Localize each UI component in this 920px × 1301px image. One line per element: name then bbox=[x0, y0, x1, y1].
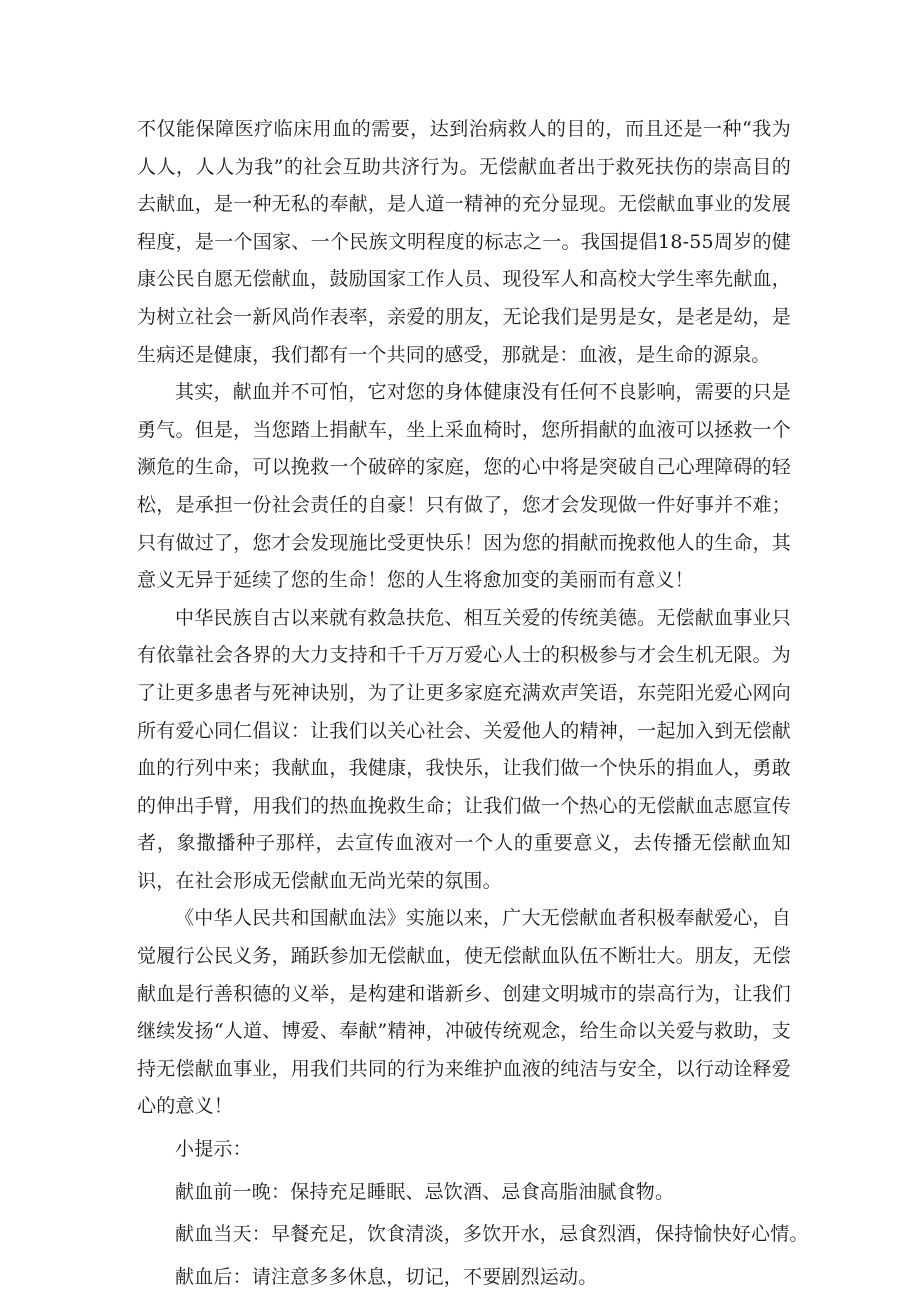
tip-before-donation: 献血前一晚：保持充足睡眠、忌饮酒、忌食高脂油腻食物。 bbox=[175, 1180, 675, 1203]
tip-donation-day: 献血当天：早餐充足，饮食清淡，多饮开水，忌食烈酒，保持愉快好心情。 bbox=[175, 1223, 809, 1246]
paragraph-initiative: 中华民族自古以来就有救急扶危、相互关爱的传统美德。无偿献血事业只有依靠社会各界的大力支持和千千万万爱心人士的积极参与才会生机无限。为了让更多患者与死神诀别，为了让更多家庭充满欢声笑语，东莞阳光爱心网向所有爱心同仁倡议：让我们以关心社会、关爱他人的精神，一起加入到无偿献血的行列中来；我献血，我健康，我快乐，让我们做一个快乐的捐血人，勇敢的伸出手臂，用我们的热血挽救生命；让我们做一个热心的无偿献血志愿宣传者，象撒播种子那样，去宣传血液对一个人的重要意义，去传播无偿献血知识，在社会形成无偿献血无尚光荣的氛围。 bbox=[137, 606, 791, 892]
document-body bbox=[137, 111, 809, 1296]
paragraph-blood-donation-law: 《中华人民共和国献血法》实施以来，广大无偿献血者积极奉献爱心，自觉履行公民义务，踊跃参加无偿献血，使无偿献血队伍不断壮大。朋友，无偿献血是行善积德的义举，是构建和谐新乡、创建文明城市的崇高行为，让我们继续发扬“人道、博爱、奉献”精神，冲破传统观念，给生命以关爱与救助，支持无偿献血事业，用我们共同的行为来维护血液的纯洁与安全，以行动诠释爱心的意义！ bbox=[137, 907, 791, 1118]
tip-after-donation: 献血后：请注意多多休息，切记，不要剧烈运动。 bbox=[175, 1265, 598, 1288]
paragraph-courage: 其实，献血并不可怕，它对您的身体健康没有任何不良影响，需要的只是勇气。但是，当您踏上捐献车，坐上采血椅时，您所捐献的血液可以拯救一个濒危的生命，可以挽救一个破碎的家庭，您的心中将是突破自己心理障碍的轻松，是承担一份社会责任的自豪！只有做了，您才会发现做一件好事并不难；只有做过了，您才会发现施比受更快乐！因为您的捐献而挽救他人的生命，其意义无异于延续了您的生命！您的人生将愈加变的美丽而有意义！ bbox=[137, 381, 791, 592]
paragraph-continuation: 不仅能保障医疗临床用血的需要，达到治病救人的目的，而且还是一种“我为人人，人人为我”的社会互助共济行为。无偿献血者出于救死扶伤的崇高目的去献血，是一种无私的奉献，是人道一精神的充分显现。无偿献血事业的发展程度，是一个国家、一个民族文明程度的标志之一。我国提倡18-55周岁的健康公民自愿无偿献血，鼓励国家工作人员、现役军人和高校大学生率先献血，为树立社会一新风尚作表率，亲爱的朋友，无论我们是男是女，是老是幼，是生病还是健康，我们都有一个共同的感受，那就是：血液，是生命的源泉。 bbox=[137, 118, 791, 366]
tips-section bbox=[137, 1131, 809, 1296]
tips-title: 小提示： bbox=[175, 1138, 252, 1161]
